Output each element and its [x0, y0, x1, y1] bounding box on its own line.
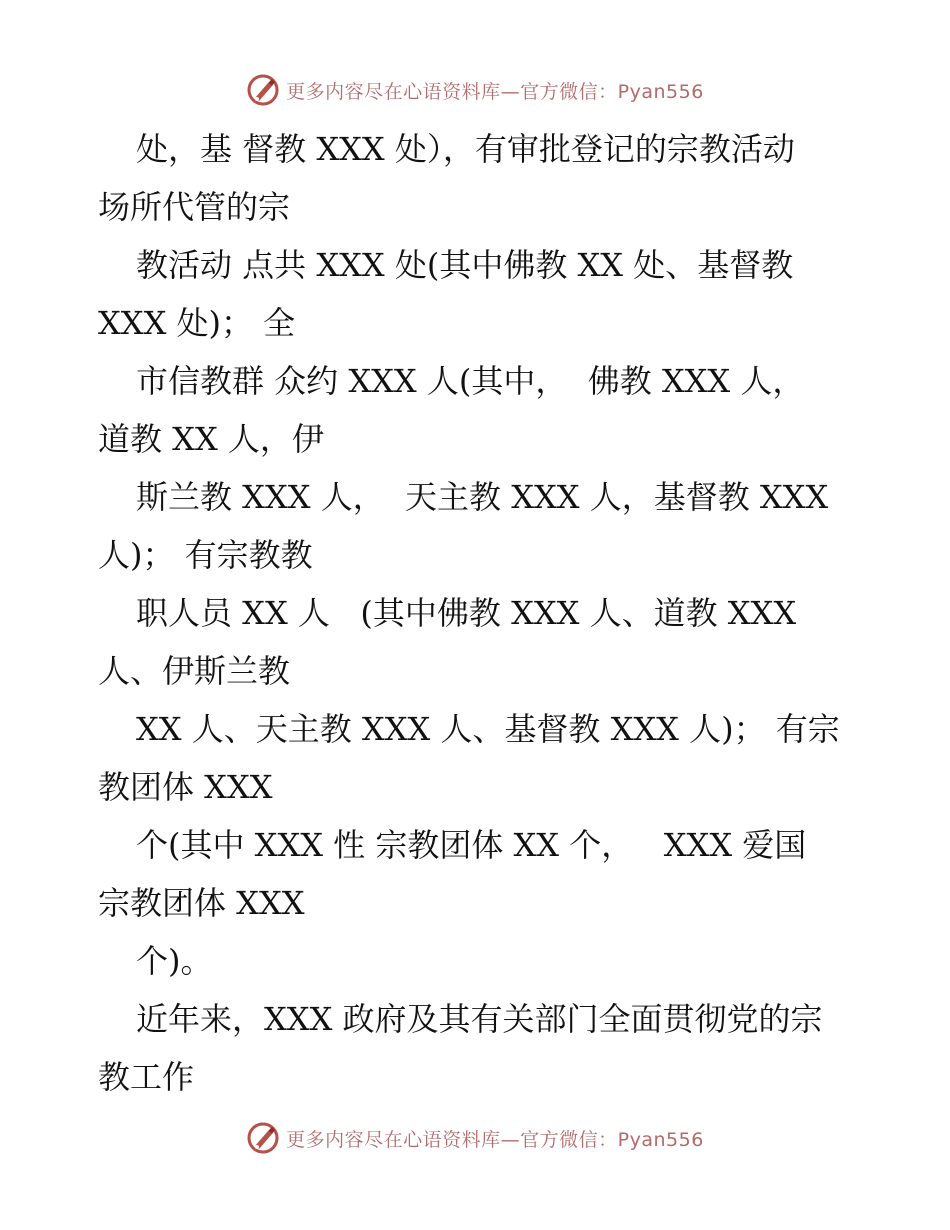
text-line: 人、伊斯兰教 [98, 652, 291, 690]
text-line: 个(其中 XXX 性 宗教团体 XX 个， XXX 爱国 [136, 826, 807, 864]
text-line: XX 人、天主教 XXX 人、基督教 XXX 人)； 有宗 [136, 710, 840, 748]
document-body [98, 120, 858, 1106]
text-line: 近年来，XXX 政府及其有关部门全面贯彻党的宗 [136, 1000, 823, 1038]
text-line: 教活动 点共 XXX 处(其中佛教 XX 处、基督教 [136, 246, 794, 284]
text-line: 道教 XX 人，伊 [98, 420, 324, 458]
text-line: 个)。 [136, 942, 213, 980]
text-line: 教团体 XXX [98, 768, 273, 806]
text-line: 斯兰教 XXX 人， 天主教 XXX 人，基督教 XXX [136, 478, 829, 516]
text-line: 宗教团体 XXX [98, 884, 305, 922]
header-banner-text: 更多内容尽在心语资料库—官方微信：Pyan556 [286, 80, 704, 103]
text-line: 场所代管的宗 [98, 188, 291, 226]
text-line: XXX 处)； 全 [98, 304, 296, 342]
text-line: 职人员 XX 人 (其中佛教 XXX 人、道教 XXX [136, 594, 797, 632]
text-line: 市信教群 众约 XXX 人(其中， 佛教 XXX 人， [136, 362, 805, 400]
footer-banner-text: 更多内容尽在心语资料库—官方微信：Pyan556 [286, 1128, 704, 1151]
text-line: 教工作 [98, 1058, 195, 1096]
footer-banner [0, 1118, 950, 1158]
pen-logo-icon [246, 1121, 280, 1155]
header-banner [0, 70, 950, 110]
pen-logo-icon [246, 73, 280, 107]
text-line: 人)； 有宗教教 [98, 536, 313, 574]
text-line: 处，基 督教 XXX 处），有审批登记的宗教活动 [136, 130, 795, 168]
